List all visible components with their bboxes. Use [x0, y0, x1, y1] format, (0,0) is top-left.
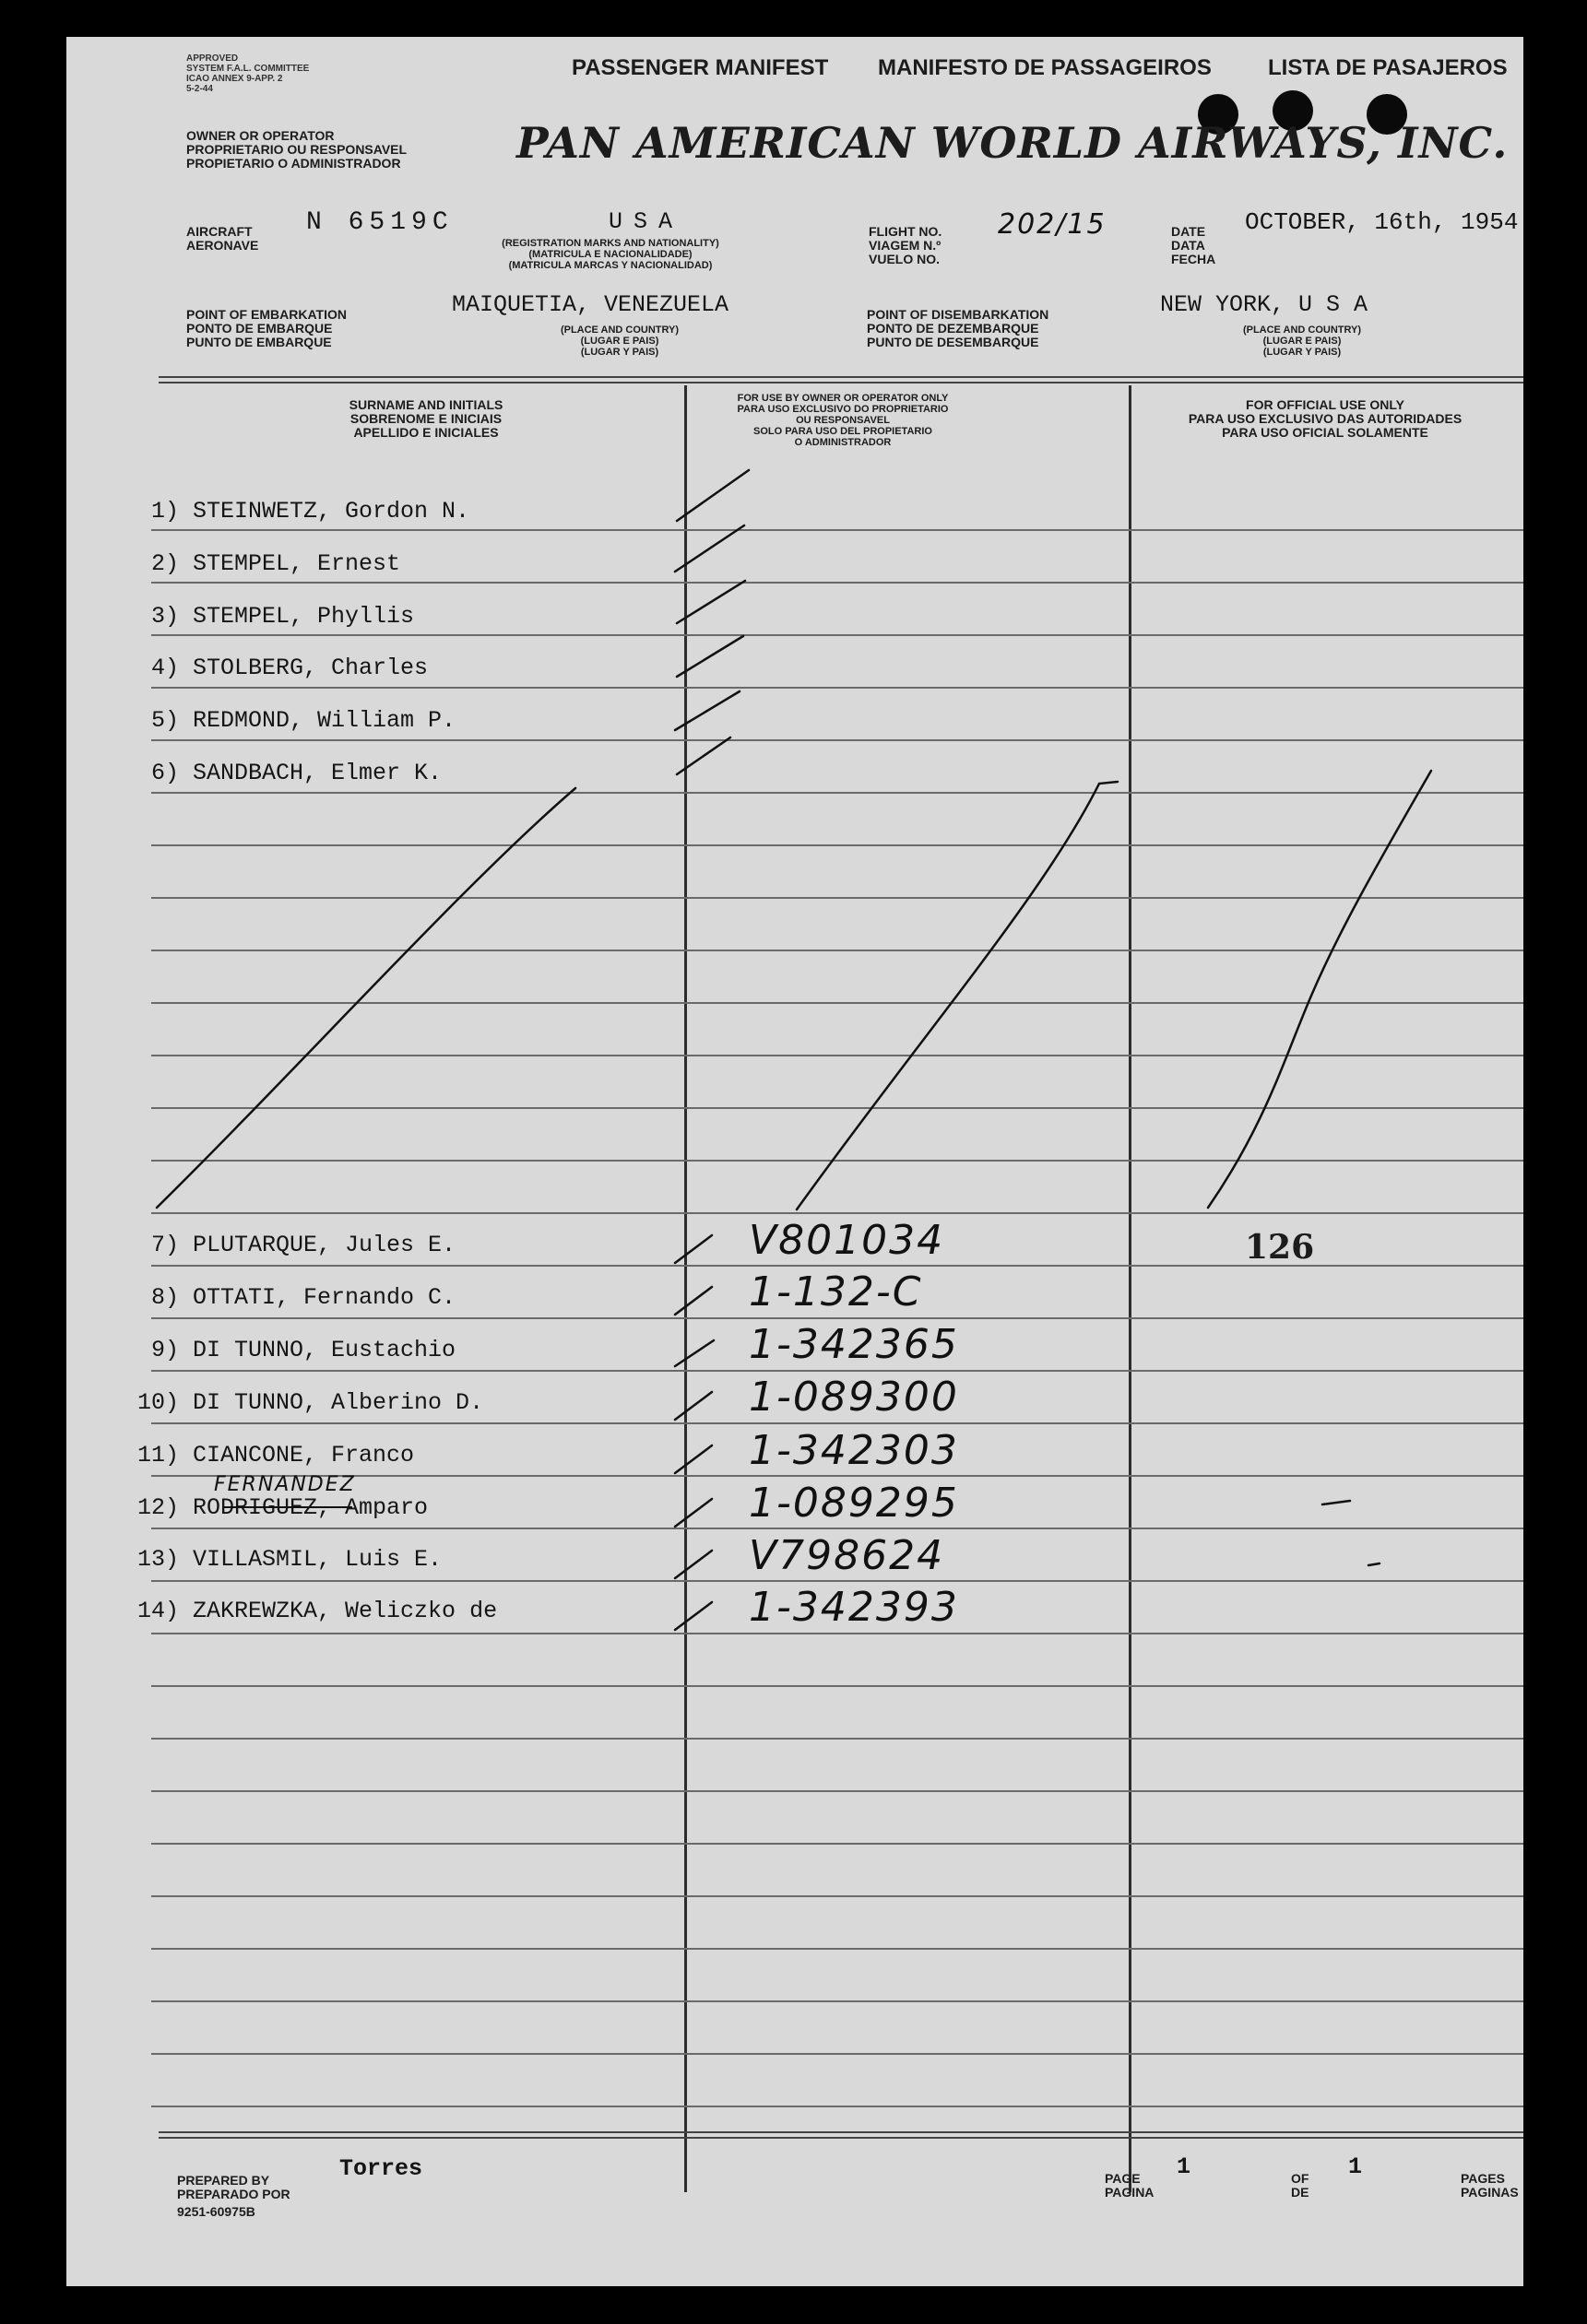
title-manifesto: MANIFESTO DE PASSAGEIROS [878, 55, 1212, 80]
passenger-name: STEINWETZ, Gordon N. [193, 498, 470, 525]
check-mark [675, 525, 744, 572]
check-mark [675, 1287, 712, 1315]
ticket-number: 1-342365 [749, 1321, 959, 1368]
flight-labels: FLIGHT NO. VIAGEM N.º VUELO NO. [869, 224, 942, 266]
passenger-name: RODRIGUEZ, Amparo [193, 1494, 429, 1521]
void-stroke [1208, 771, 1431, 1208]
check-mark [675, 1445, 712, 1473]
void-stroke [157, 788, 575, 1208]
passenger-row: 6) SANDBACH, Elmer K. [150, 760, 443, 786]
embarkation-labels: POINT OF EMBARKATION PONTO DE EMBARQUE PUNTO DE EMBARQUE [186, 307, 347, 349]
column-header-owner: FOR USE BY OWNER OR OPERATOR ONLY PARA USO EXCLUSIVO DO PROPRIETARIO OU RESPONSAVEL SOLO PARA USO DEL PROPIETARIO O ADMINISTRADOR [737, 393, 949, 448]
passenger-row: 9) DI TUNNO, Eustachio [150, 1337, 456, 1363]
void-stroke [797, 782, 1118, 1209]
check-mark [675, 1499, 712, 1527]
ticket-number: V801034 [749, 1217, 945, 1264]
passenger-row: 1) STEINWETZ, Gordon N. [150, 498, 470, 525]
page-number: 1 [1177, 2153, 1191, 2180]
official-note: 126 [1245, 1228, 1315, 1267]
passenger-name: REDMOND, William P. [193, 707, 456, 734]
passenger-name: PLUTARQUE, Jules E. [193, 1232, 456, 1258]
passenger-name: SANDBACH, Elmer K. [193, 760, 443, 786]
title-lista: LISTA DE PASAJEROS [1268, 55, 1508, 80]
prepared-labels: PREPARED BY PREPARADO POR [177, 2173, 290, 2201]
passenger-row: 10) DI TUNNO, Alberino D. [136, 1389, 484, 1416]
passenger-row: 11) CIANCONE, Franco [136, 1442, 415, 1469]
dash-mark [1322, 1501, 1350, 1504]
prepared-by-value: Torres [339, 2155, 423, 2182]
check-mark [675, 1340, 714, 1366]
passenger-name: VILLASMIL, Luis E. [193, 1546, 443, 1573]
manifest-sheet [66, 37, 1523, 2286]
date-labels: DATE DATA FECHA [1171, 224, 1216, 266]
ticket-number: 1-089295 [749, 1480, 959, 1527]
check-mark [677, 636, 743, 677]
passenger-name: STOLBERG, Charles [193, 655, 429, 681]
aircraft-registration: N 6519C [306, 208, 454, 237]
disembarkation-place: NEW YORK, U S A [1160, 291, 1368, 318]
passenger-row: 14) ZAKREWZKA, Weliczko de [136, 1598, 498, 1624]
dash-mark [1368, 1563, 1380, 1565]
check-mark [675, 1551, 712, 1578]
aircraft-nationality: USA [609, 208, 684, 235]
column-header-official: FOR OFFICIAL USE ONLY PARA USO EXCLUSIVO DAS AUTORIDADES PARA USO OFICIAL SOLAMENTE [1188, 397, 1463, 440]
passenger-row: 2) STEMPEL, Ernest [150, 550, 401, 577]
embarkation-sublabels: (PLACE AND COUNTRY) (LUGAR E PAIS) (LUGAR Y PAIS) [560, 324, 680, 358]
pages-labels: PAGES PAGINAS [1461, 2171, 1519, 2200]
owner-labels: OWNER OR OPERATOR PROPRIETARIO OU RESPONSAVEL PROPIETARIO O ADMINISTRADOR [186, 128, 408, 171]
passenger-name: STEMPEL, Ernest [193, 550, 401, 577]
ticket-number: 1-342393 [749, 1584, 959, 1631]
passenger-row: 12) RODRIGUEZ, Amparo [136, 1494, 429, 1521]
passenger-row: 7) PLUTARQUE, Jules E. [150, 1232, 456, 1258]
passenger-row: 4) STOLBERG, Charles [150, 655, 429, 681]
flight-number: 202/15 [998, 208, 1107, 241]
embarkation-place: MAIQUETIA, VENEZUELA [452, 291, 729, 318]
passenger-name: CIANCONE, Franco [193, 1442, 415, 1469]
ticket-number: 1-342303 [749, 1427, 959, 1474]
check-mark [677, 737, 730, 774]
check-mark [677, 581, 745, 623]
flight-date: OCTOBER, 16th, 1954 [1245, 208, 1519, 236]
handwritten-marks [66, 37, 1523, 2286]
form-code: 9251-60975B [177, 2204, 255, 2219]
disembarkation-labels: POINT OF DISEMBARKATION PONTO DE DEZEMBARQUE PUNTO DE DESEMBARQUE [867, 307, 1049, 349]
check-mark [677, 470, 749, 521]
aircraft-labels: AIRCRAFT AERONAVE [186, 224, 259, 253]
passenger-name: DI TUNNO, Eustachio [193, 1337, 456, 1363]
passenger-name: STEMPEL, Phyllis [193, 603, 415, 630]
passenger-name: DI TUNNO, Alberino D. [193, 1389, 484, 1416]
column-header-names: SURNAME AND INITIALS SOBRENOME E INICIAIS APELLIDO E INICIALES [349, 397, 503, 440]
check-mark [675, 691, 740, 730]
name-correction: FERNANDEZ [214, 1473, 356, 1496]
title-passenger-manifest: PASSENGER MANIFEST [572, 55, 829, 80]
passenger-row: 13) VILLASMIL, Luis E. [136, 1546, 443, 1573]
ticket-number: 1-132-C [749, 1268, 923, 1315]
approval-block: APPROVED SYSTEM F.A.L. COMMITTEE ICAO ANNEX 9-APP. 2 5-2-44 [186, 53, 310, 94]
check-mark [675, 1602, 712, 1630]
ticket-number: 1-089300 [749, 1374, 959, 1421]
ticket-number: V798624 [749, 1532, 945, 1579]
passenger-name: OTTATI, Fernando C. [193, 1284, 456, 1311]
page-labels: PAGE PAGINA [1105, 2171, 1155, 2200]
of-labels: OF DE [1291, 2171, 1309, 2200]
passenger-row: 8) OTTATI, Fernando C. [150, 1284, 456, 1311]
total-pages: 1 [1348, 2153, 1363, 2180]
airline-name: PAN AMERICAN WORLD AIRWAYS, INC. [516, 118, 1509, 168]
disembarkation-sublabels: (PLACE AND COUNTRY) (LUGAR E PAIS) (LUGAR Y PAIS) [1242, 324, 1362, 358]
check-mark [675, 1235, 712, 1263]
passenger-row: 3) STEMPEL, Phyllis [150, 603, 415, 630]
check-mark [675, 1392, 712, 1420]
aircraft-sublabels: (REGISTRATION MARKS AND NATIONALITY) (MATRICULA E NACIONALIDADE) (MATRICULA MARCAS Y NACIONALIDAD) [502, 238, 719, 271]
passenger-name: ZAKREWZKA, Weliczko de [193, 1598, 498, 1624]
passenger-row: 5) REDMOND, William P. [150, 707, 456, 734]
